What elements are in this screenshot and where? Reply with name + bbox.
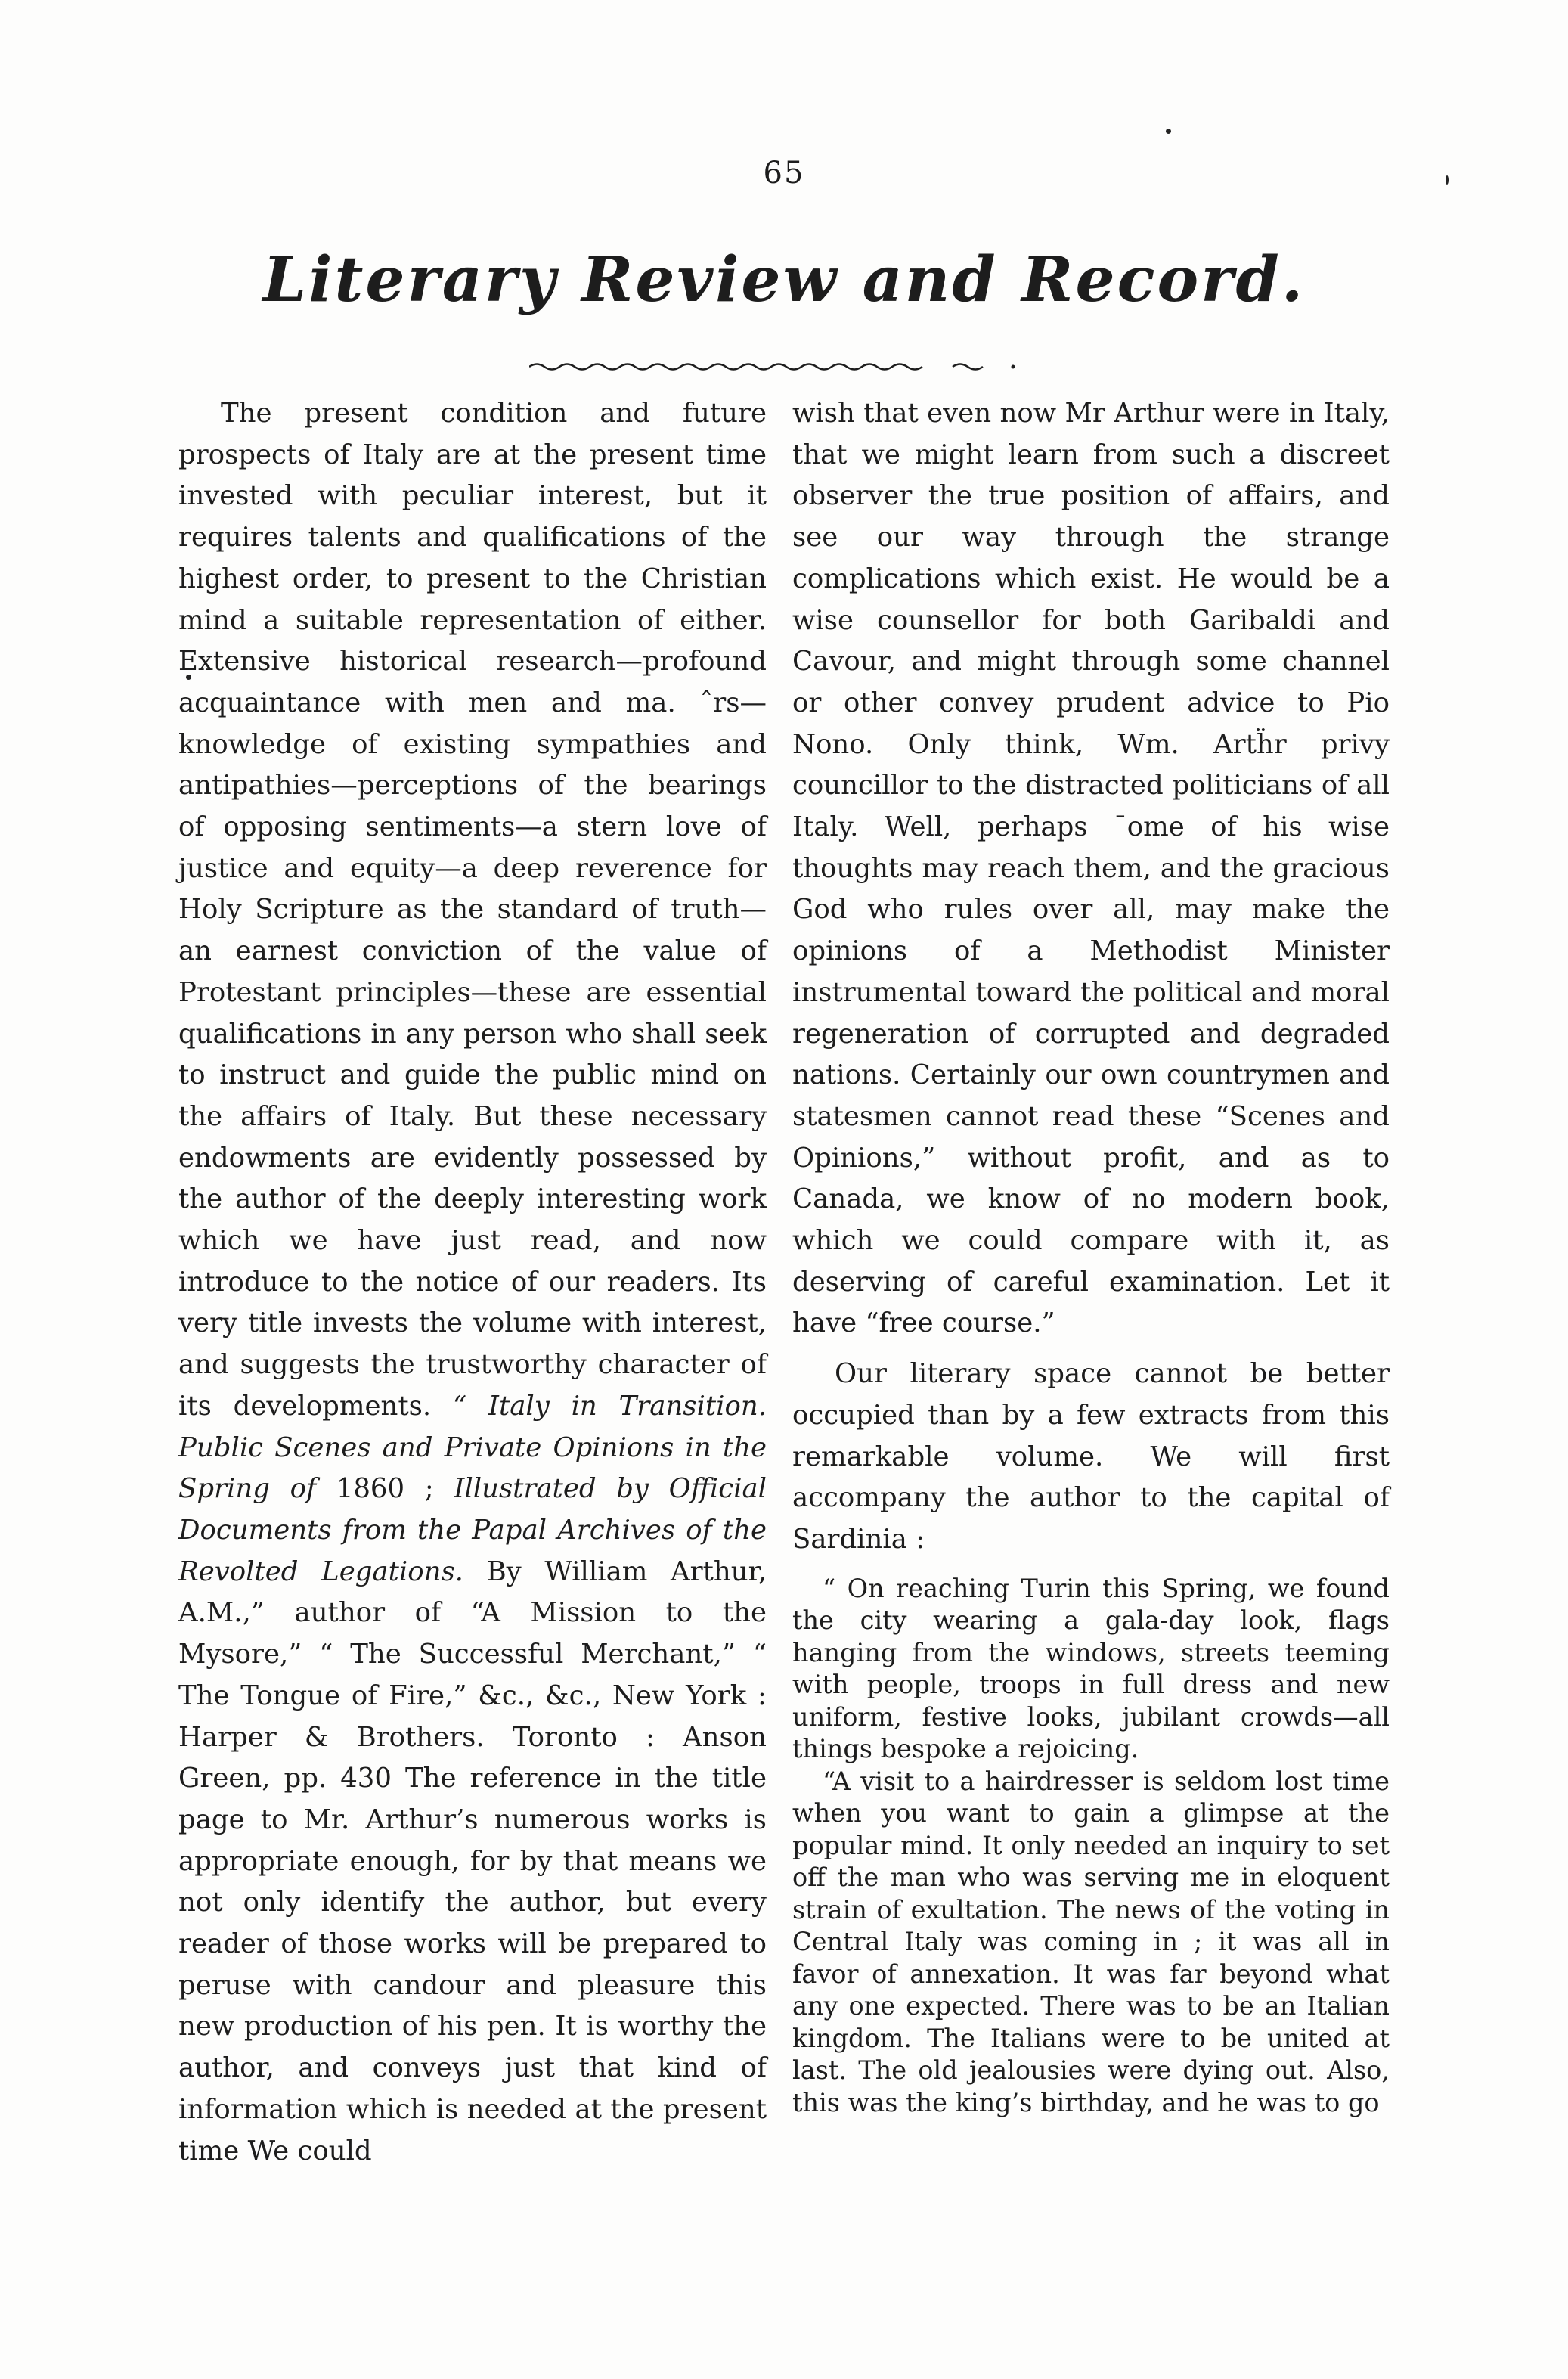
left-paragraph — [178, 393, 767, 2172]
ornamental-rule — [529, 355, 1021, 378]
paragraph-text: The present condition and future prospects of Italy are at the present time invested with peculiar interest, but it requires talents and qualifications of the highest order, to present to the Christian mind a suitable representation of either. Extensive historical research—profound acquaintance with men and ma. ˆrs—knowledge of existing sympathies and antipathies—perceptions of the bearings of opposing sentiments—a stern love of justice and equity—a deep reverence for Holy Scripture as the standard of truth—an earnest conviction of the value of Protestant principles—these are essential qualifications in any person who shall seek to instruct and guide the public mind on the affairs of Italy. But these necessary endowments are evidently possessed by the author of the deeply interesting work which we have just read, and now introduce to the notice of our readers. Its very title invests the volume with interest, and suggests the trustworthy character of its developments. — [178, 398, 767, 1422]
left-column — [178, 393, 767, 2172]
quote-paragraph: “ On reaching Turin this Spring, we found the city wearing a gala-day look, flags hanging from the windows, streets teeming with people, troops in full dress and new uniform, festive looks, jubilant crowds—all things bespoke a rejoicing. — [792, 1573, 1390, 1764]
book-subtitle: Illustrated by Official Documents from the Papal Archives of the Revolted Legations. — [178, 1473, 767, 1587]
page-title: Literary Review and Record. — [262, 243, 1306, 316]
right-paragraph: wish that even now Mr Arthur were in Italy, that we might learn from such a discreet observer the true position of affairs, and see our way through the strange complications which exist. He would be a wise counsellor for both Garibaldi and Cavour, and might through some channel or other convey prudent advice to Pio Nono. Only think, Wm. Artḧr privy councillor to the distracted politicians of all Italy. Well, perhaps ˉome of his wise thoughts may reach them, and the gracious God who rules over all, may make the opinions of a Methodist Minister instrumental toward the political and moral regeneration of corrupted and degraded nations. Certainly our own countrymen and statesmen cannot read these “Scenes and Opinions,” without profit, and as to Canada, we know of no modern book, which we could compare with it, as deserving of careful examination. Let it have “free course.” — [792, 398, 1390, 1339]
paragraph-text: By William Arthur, A.M.,” author of “A Mission to the Mysore,” “ The Successful Merchant,” “ The Tongue of Fire,” &c., &c., New York : Harper & Brothers. Toronto : Anson Green, pp. 430 The reference in the title page to Mr. Arthur’s numerous works is appropriate enough, for by that means we not only identify the author, but every reader of those works will be prepared to peruse with candour and pleasure this new production of his pen. It is worthy the author, and conveys just that kind of information which is needed at the present time We could — [178, 1556, 767, 2167]
right-paragraph: Our literary space cannot be better occupied than by a few extracts from this remarkable volume. We will first accompany the author to the capital of Sardinia : — [792, 1358, 1390, 1555]
book-title: “ Italy in Transition. Public Scenes and Private Opinions in the Spring of — [178, 1390, 767, 1505]
book-year: 1860 ; — [316, 1473, 454, 1505]
right-column — [792, 393, 1390, 2119]
ink-speck — [1166, 129, 1171, 134]
quote-paragraph: “A visit to a hairdresser is seldom lost time when you want to gain a glimpse at the popular mind. It only needed an inquiry to set off the man who was serving me in eloquent strain of exultation. The news of the voting in Central Italy was coming in ; it was all in favor of annexation. It was far beyond what any one expected. There was to be an Italian kingdom. The Italians were to be united at last. The old jealousies were dying out. Also, this was the king’s birthday, and he was to go — [792, 1766, 1390, 2117]
page-number: 65 — [763, 156, 805, 191]
block-quote — [792, 1573, 1390, 2120]
